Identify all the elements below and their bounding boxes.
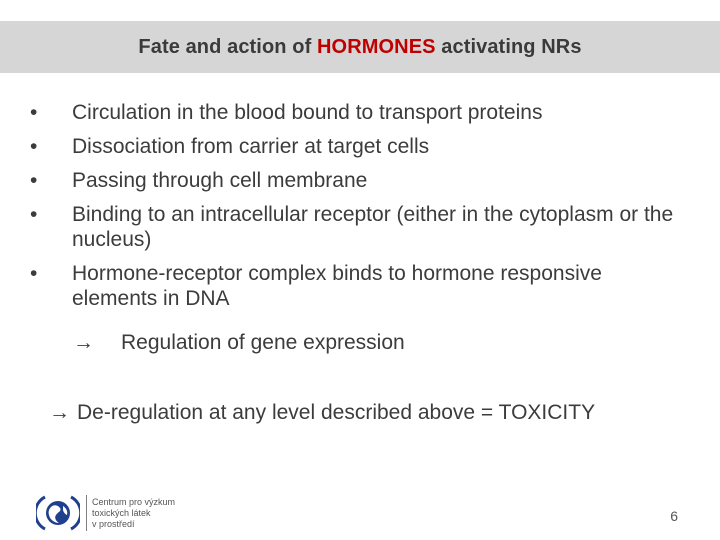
- arrow-right-icon: →: [73, 331, 94, 354]
- bullet-item: [30, 261, 690, 311]
- logo-divider: [86, 495, 87, 531]
- bullet-dot: •: [30, 135, 38, 158]
- slide-title: [138, 36, 581, 59]
- bullet-item: [30, 100, 690, 125]
- bullet-item: [30, 134, 690, 159]
- bullet-item: [30, 202, 690, 252]
- sub-point: [73, 330, 405, 355]
- bullet-dot: •: [30, 169, 38, 192]
- bullet-item: [30, 168, 690, 193]
- arrow-right-icon: →: [49, 401, 70, 424]
- conclusion: [49, 400, 595, 425]
- bullet-dot: •: [30, 101, 38, 124]
- bullet-text: Passing through cell membrane: [72, 169, 368, 192]
- bullet-dot: •: [30, 262, 38, 285]
- bullet-text: Circulation in the blood bound to transport proteins: [72, 101, 543, 124]
- title-suffix: activating NRs: [435, 35, 582, 58]
- bullet-text: Dissociation from carrier at target cells: [72, 135, 430, 158]
- logo-line: v prostředí: [92, 518, 135, 529]
- sub-point-text: Regulation of gene expression: [121, 331, 405, 354]
- logo-text: [92, 497, 175, 530]
- bullet-text: Binding to an intracellular receptor (either in the cytoplasm or the nucleus): [72, 203, 674, 251]
- title-bar: [0, 21, 720, 73]
- globe-logo-icon: [36, 493, 80, 533]
- bullet-list: [30, 100, 690, 320]
- title-highlight: HORMONES: [317, 35, 436, 58]
- conclusion-text: De-regulation at any level described above = TOXICITY: [77, 401, 596, 424]
- title-prefix: Fate and action of: [138, 35, 317, 58]
- bullet-text: Hormone-receptor complex binds to hormone responsive elements in DNA: [72, 262, 602, 310]
- institution-logo: [36, 493, 175, 533]
- logo-line: toxických látek: [92, 507, 151, 518]
- logo-line: Centrum pro výzkum: [92, 496, 176, 507]
- bullet-dot: •: [30, 203, 38, 226]
- page-number: 6: [670, 508, 678, 524]
